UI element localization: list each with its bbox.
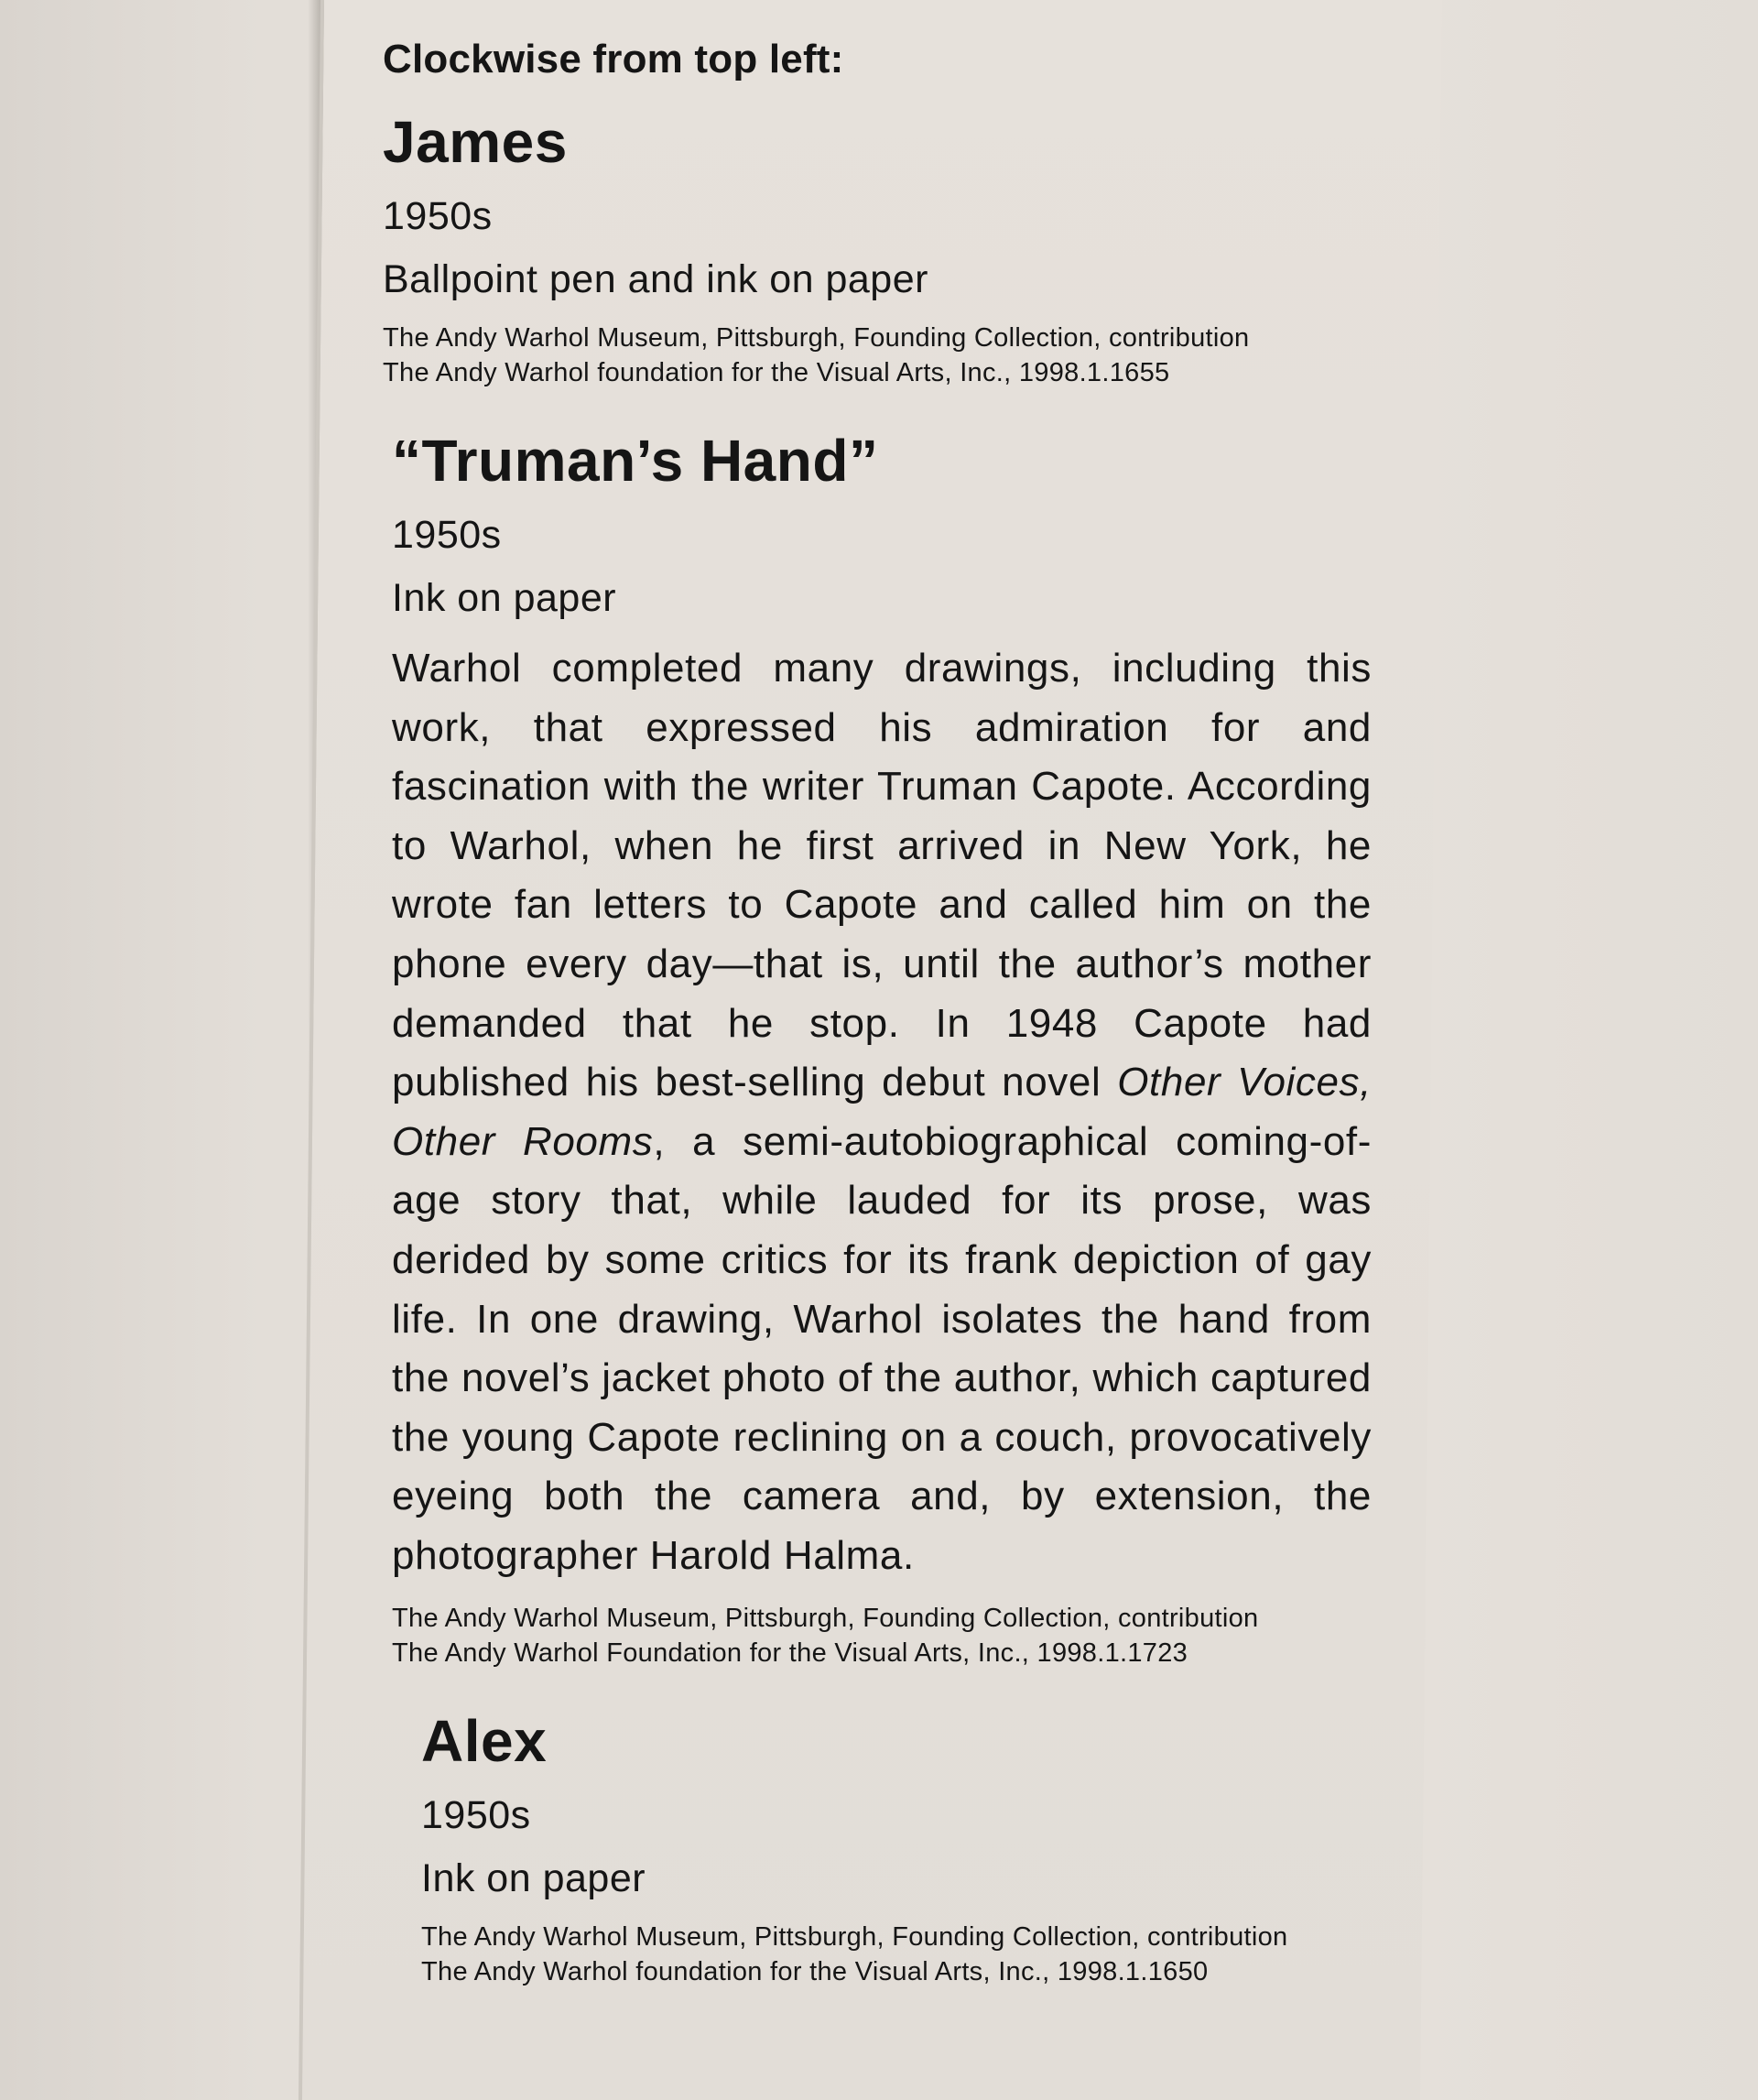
artwork-description (392, 639, 1372, 1586)
artwork-date: 1950s (392, 513, 502, 557)
artwork-title: James (383, 109, 568, 175)
novel-title: Other Voices, Other Rooms (392, 1060, 1372, 1164)
wall-label-content (383, 37, 1372, 2026)
description-text: , a semi-autobiographical coming-of-age story that, while lauded for its prose, was derided by some critics for its frank depiction of gay life. In one drawing, Warhol isolates the hand from the novel’s jacket photo of the author, which captured the young Capote reclining on a couch, provocatively eyeing both the camera and, by extension, the photographer Harold Halma. (392, 1118, 1372, 1578)
credit-line-1: The Andy Warhol Museum, Pittsburgh, Founding Collection, contribution (383, 323, 1250, 353)
artwork-medium: Ballpoint pen and ink on paper (383, 257, 928, 301)
credit-line-2: The Andy Warhol Foundation for the Visual Arts, Inc., 1998.1.1723 (392, 1638, 1188, 1668)
artwork-title: “Truman’s Hand” (392, 428, 879, 494)
artwork-date: 1950s (421, 1792, 531, 1837)
artwork-entry-james (383, 108, 1372, 390)
description-text: Warhol completed many drawings, including this work, that expressed his admiration for and fascination with the writer Truman Capote. According to Warhol, when he first arrived in New York, he wrote fan letters to Capote and called him on the phone every day—that is, until the author’s mother demanded that he stop. In 1948 Capote had published his best-selling debut novel (392, 646, 1372, 1105)
artwork-entry-alex (421, 1707, 1372, 1989)
artwork-medium: Ink on paper (392, 576, 617, 620)
credit-line-1: The Andy Warhol Museum, Pittsburgh, Founding Collection, contribution (421, 1921, 1288, 1952)
artwork-title: Alex (421, 1707, 548, 1774)
artwork-credit (421, 1920, 1372, 1989)
credit-line-2: The Andy Warhol foundation for the Visual Arts, Inc., 1998.1.1655 (383, 358, 1170, 387)
credit-line-2: The Andy Warhol foundation for the Visual Arts, Inc., 1998.1.1650 (421, 1956, 1209, 1986)
artwork-date: 1950s (383, 194, 493, 238)
artwork-entry-trumans-hand (392, 427, 1372, 1670)
artwork-credit (383, 321, 1372, 390)
label-intro: Clockwise from top left: (383, 37, 844, 82)
artwork-medium: Ink on paper (421, 1855, 646, 1900)
artwork-credit (392, 1601, 1372, 1670)
credit-line-1: The Andy Warhol Museum, Pittsburgh, Founding Collection, contribution (392, 1603, 1259, 1633)
